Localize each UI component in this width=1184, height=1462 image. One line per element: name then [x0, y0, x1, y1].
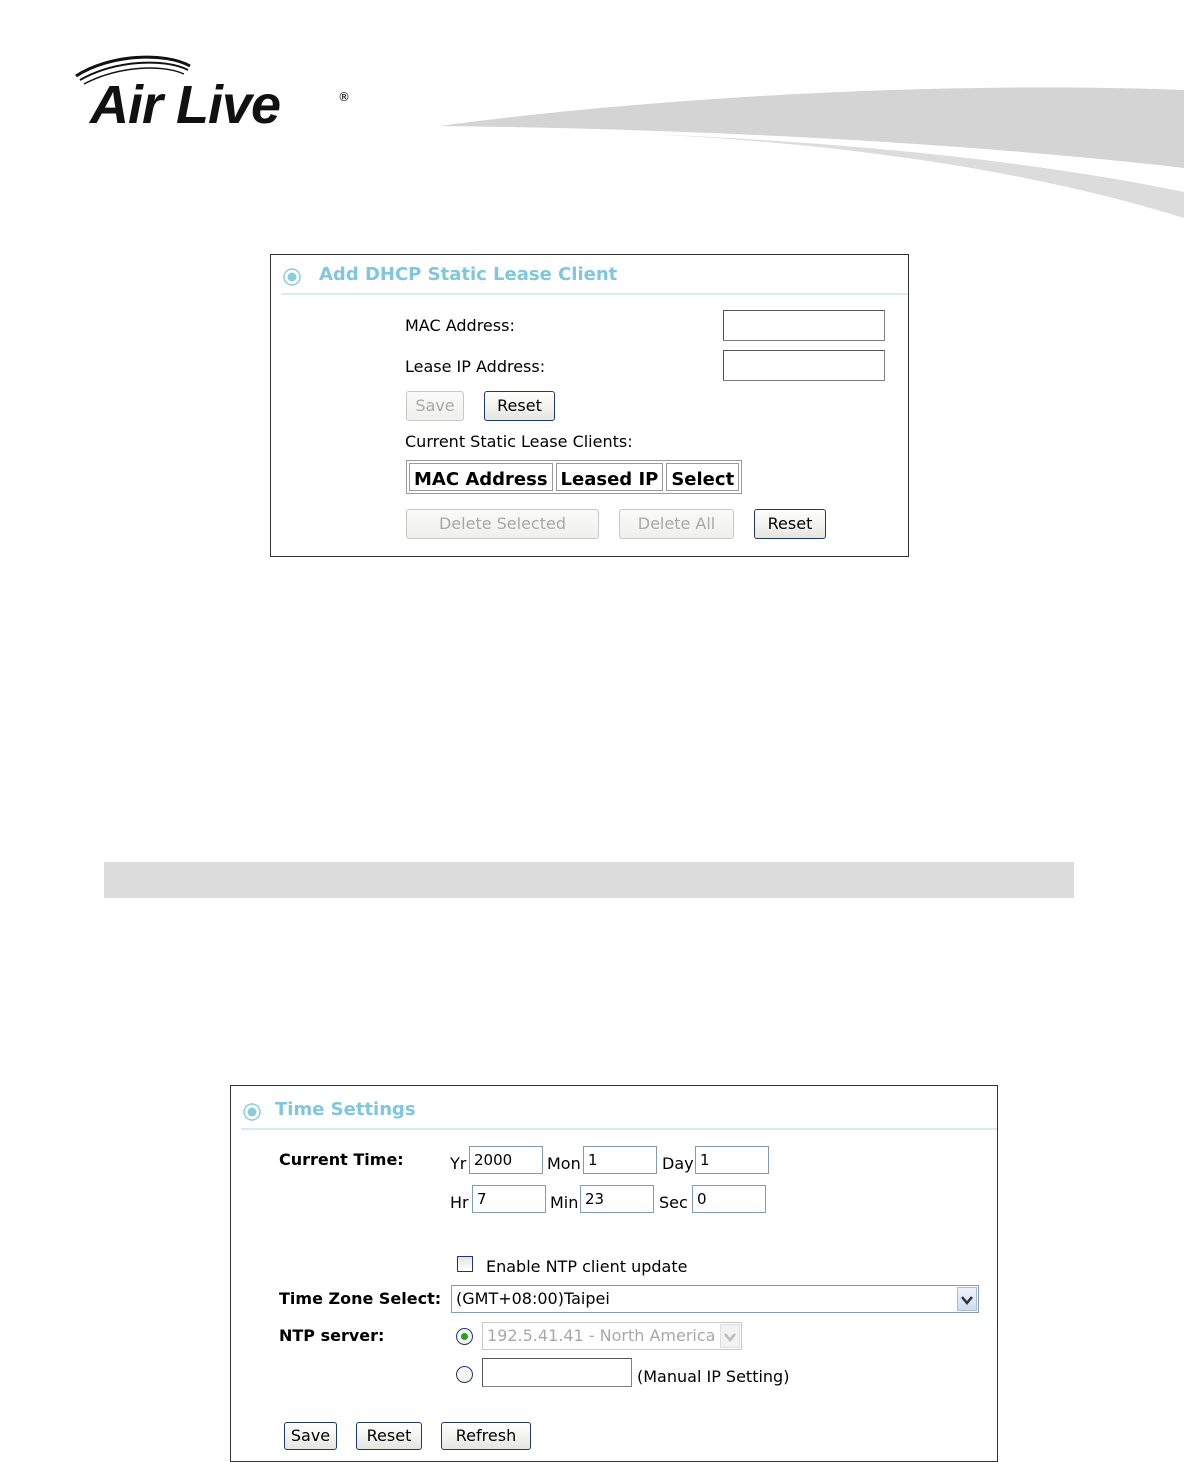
delete-selected-button[interactable]: Delete Selected [406, 509, 599, 539]
chevron-down-icon[interactable] [720, 1324, 740, 1348]
ntp-server-manual-radio[interactable] [456, 1366, 473, 1383]
static-lease-table [406, 460, 742, 494]
second-label: Sec [659, 1193, 688, 1212]
minute-input[interactable]: 23 [580, 1185, 654, 1213]
month-input[interactable]: 1 [583, 1146, 657, 1174]
reset-table-button[interactable]: Reset [754, 509, 826, 539]
section-divider-bar [104, 862, 1074, 898]
panel-title: Time Settings [275, 1099, 416, 1120]
year-label: Yr [450, 1154, 467, 1173]
brand-name: Air Live [90, 75, 281, 135]
target-bullet-icon [283, 268, 301, 286]
ntp-enable-label: Enable NTP client update [486, 1257, 688, 1276]
hour-input[interactable]: 7 [472, 1185, 546, 1213]
ntp-server-select[interactable] [482, 1322, 742, 1350]
day-label: Day [662, 1154, 694, 1173]
registered-mark: ® [338, 90, 350, 104]
month-label: Mon [547, 1154, 581, 1173]
minute-label: Min [550, 1193, 579, 1212]
mac-address-input[interactable] [723, 310, 885, 341]
panel-title: Add DHCP Static Lease Client [319, 264, 618, 285]
ntp-server-label: NTP server: [279, 1326, 385, 1345]
time-settings-panel [230, 1085, 998, 1462]
reset-time-button[interactable]: Reset [356, 1422, 422, 1450]
timezone-label: Time Zone Select: [279, 1289, 442, 1308]
day-input[interactable]: 1 [695, 1146, 769, 1174]
header-swoosh-graphic [430, 80, 1184, 230]
table-header-leased-ip: Leased IP [556, 463, 664, 491]
current-time-label: Current Time: [279, 1150, 404, 1169]
ntp-server-preset-radio[interactable] [456, 1328, 473, 1345]
target-bullet-icon [243, 1103, 261, 1121]
radio-selected-dot [461, 1333, 468, 1340]
panel-header [281, 263, 908, 295]
refresh-time-button[interactable]: Refresh [441, 1422, 531, 1450]
mac-address-label: MAC Address: [405, 316, 515, 335]
save-time-button[interactable]: Save [284, 1422, 337, 1450]
timezone-selected-value: (GMT+08:00)Taipei [456, 1289, 610, 1308]
table-header-select: Select [666, 463, 739, 491]
lease-ip-input[interactable] [723, 350, 885, 381]
save-button[interactable]: Save [406, 391, 464, 421]
panel-header [241, 1098, 997, 1130]
manual-ip-label: (Manual IP Setting) [637, 1367, 790, 1386]
ntp-enable-checkbox[interactable] [457, 1256, 473, 1272]
reset-button[interactable]: Reset [484, 391, 555, 421]
timezone-select[interactable] [451, 1285, 979, 1313]
dhcp-static-lease-panel [270, 254, 909, 557]
table-header-mac: MAC Address [409, 463, 553, 491]
delete-all-button[interactable]: Delete All [619, 509, 734, 539]
lease-ip-label: Lease IP Address: [405, 357, 546, 376]
ntp-server-selected-value: 192.5.41.41 - North America [487, 1326, 716, 1345]
second-input[interactable]: 0 [692, 1185, 766, 1213]
current-clients-label: Current Static Lease Clients: [405, 432, 633, 451]
year-input[interactable]: 2000 [469, 1146, 543, 1174]
hour-label: Hr [450, 1193, 469, 1212]
chevron-down-icon[interactable] [957, 1287, 977, 1311]
airlive-logo [70, 52, 360, 136]
manual-ip-input[interactable] [482, 1358, 632, 1387]
